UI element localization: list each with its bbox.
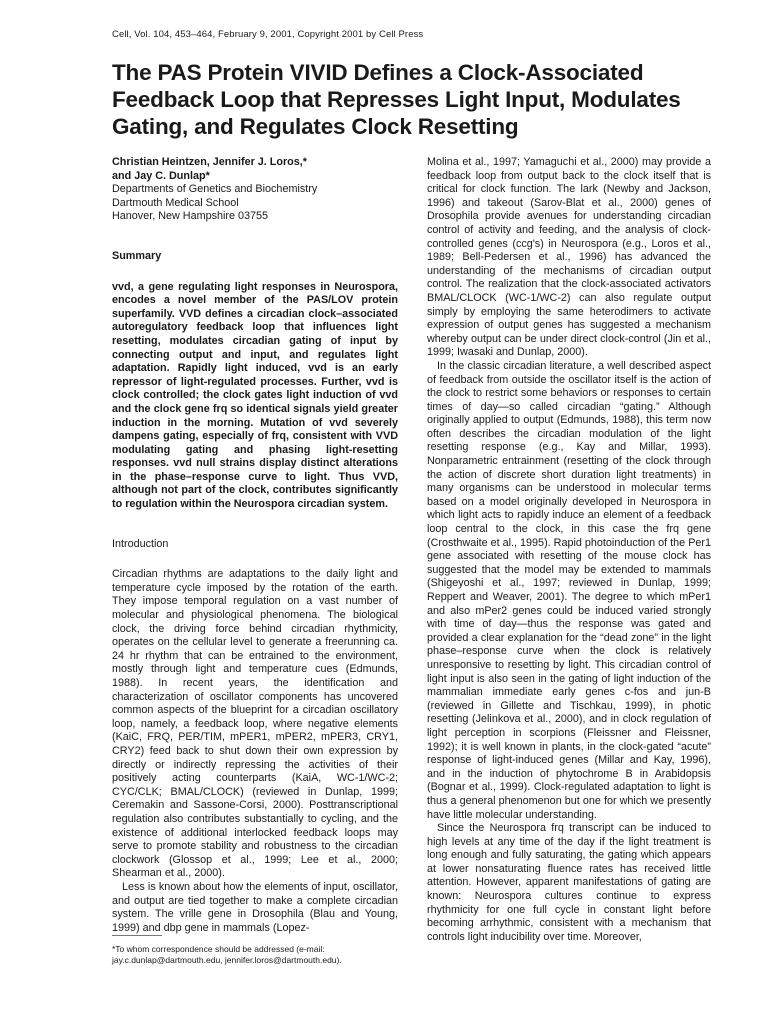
body-paragraph-1: Molina et al., 1997; Yamaguchi et al., 2000) may provide a feedback loop from output back to the clock itself that is critical for clock function. The lark (Newby and Jackson, 1996) and takeout (Sarov-Blat et al., 2000) genes of Drosophila provide avenues for understanding circadian control of activity and feeding, and the analysis of clock-controlled genes (ccg's) in Neurospora (e.g., Loros et al., 1989; Bell-Pedersen et al., 1996) has advanced the understanding of the mechanisms of circadian output control. The realization that the clock-associated activators BMAL/CLOCK (WC-1/WC-2) can also regulate output simply by employing the same heterodimers to activate expression of output genes has suggested a mechanism whereby output can be under direct clock-control (Jin et al., 1999; Iwasaki and Dunlap, 2000). bbox=[427, 156, 711, 359]
article-title: The PAS Protein VIVID Defines a Clock-Associated Feedback Loop that Represses Light Input, Modulates Gating, and Regulates Clock Resetting bbox=[112, 60, 681, 139]
body-paragraph-3: Since the Neurospora frq transcript can be induced to high levels at any time of the day if the light treatment is long enough and fully saturating, the gating which appears at lower nonsaturating fluence rates has received little attention. However, apparent manifestations of gating are known: Neurospora cultures continue to express rhythmicity for one full cycle in constant light before becoming arrhythmic, consistent with a mechanism that controls light inducibility over time. Moreover, bbox=[427, 822, 711, 943]
left-column bbox=[112, 156, 398, 935]
introduction-paragraph-2: Less is known about how the elements of input, oscillator, and output are tied together to make a complete circadian system. The vrille gene in Drosophila (Blau and Young, 1999) and dbp gene in mammals (Lopez- bbox=[112, 880, 398, 934]
affiliation bbox=[112, 183, 398, 224]
introduction-paragraph-1: Circadian rhythms are adaptations to the daily light and temperature cycle imposed by the rotation of the earth. They impose temporal regulation on a vast number of molecular and physiological phenomena. The biological clock, the driving force behind circadian rhythmicity, operates on the cellular level to generate a freerunning ca. 24 hr rhythm that can be entrained to the environment, mostly through light and temperature cues (Edmunds, 1988). In recent years, the identification and characterization of oscillator components has uncovered common aspects of the blueprint for a circadian oscillatory loop, namely, a feedback loop, where negative elements (KaiC, FRQ, PER/TIM, mPER1, mPER2, mPER3, CRY1, CRY2) feed back to shut down their own expression by directly or indirectly repressing the activities of their positively acting counterparts (KaiA, WC-1/WC-2; CYC/CLK; BMAL/CLOCK) (reviewed in Dunlap, 1999; Ceremakin and Sassone-Corsi, 2000). Posttranscriptional regulation also contributes substantially to cycling, and the existence of additional interlocked feedback loops may serve to promote stability and robustness to the circadian clockwork (Glossop et al., 1999; Lee et al., 2000; Shearman et al., 2000). bbox=[112, 568, 398, 880]
summary-text: vvd, a gene regulating light responses in Neurospora, encodes a novel member of the PAS/LOV protein superfamily. VVD defines a circadian clock–associated autoregulatory feedback loop that influences light resetting, modulates circadian gating of input by connecting output and input, and regulates light adaptation. Rapidly light induced, vvd is an early repressor of light-regulated processes. Further, vvd is clock controlled; the clock gates light induction of vvd and the clock gene frq so identical signals yield greater induction in the morning. Mutation of vvd severely dampens gating, especially of frq, consistent with VVD modulating gating and phasing light-resetting responses. vvd null strains display distinct alterations in the phase–response curve to light. Thus VVD, although not part of the clock, contributes significantly to regulation within the Neurospora circadian system. bbox=[112, 280, 398, 511]
summary-heading: Summary bbox=[112, 249, 162, 262]
affiliation-line: Dartmouth Medical School bbox=[112, 196, 239, 209]
authors-line-1: Christian Heintzen, Jennifer J. Loros,* bbox=[112, 156, 307, 168]
footnote-rule bbox=[112, 935, 162, 936]
correspondence-footnote: *To whom correspondence should be addressed (e-mail: jay.c.dunlap@dartmouth.edu, jennifer.loros@dartmouth.edu). bbox=[112, 944, 342, 965]
affiliation-line: Departments of Genetics and Biochemistry bbox=[112, 183, 318, 196]
introduction-heading: Introduction bbox=[112, 537, 169, 550]
journal-citation: Cell, Vol. 104, 453–464, February 9, 2001, Copyright 2001 by Cell Press bbox=[112, 29, 424, 40]
affiliation-line: Hanover, New Hampshire 03755 bbox=[112, 210, 269, 223]
body-paragraph-2: In the classic circadian literature, a well described aspect of feedback from outside the oscillator itself is the action of the clock to restrict some behaviors or responses to certain times of day—so called circadian “gating.” Although originally applied to output (Edmunds, 1988), this term now often describes the circadian modulation of the light resetting response (e.g., Kay and Millar, 1993). Nonparametric entrainment (resetting of the clock through the action of discrete short duration light treatments) in many organisms can be understood in molecular terms based on a model originally developed in Neurospora in which light acts to rapidly induce an element of a feedback loop central to the clock, in this case the frq gene (Crosthwaite et al., 1995). Rapid photoinduction of the Per1 gene associated with resetting of the mouse clock has suggested that the model may be extended to mammals (Shigeyoshi et al., 1997; reviewed in Dunlap, 1999; Reppert and Weaver, 2001). The degree to which mPer1 and also mPer2 genes could be induced varied strongly with time of day—thus the response was gated and provided a clear explanation for the “dead zone” in the light phase–response curve when the clock is relatively unresponsive to resetting by light. This circadian control of light input is also seen in the gating of light induction of the mammalian immediate early genes c-fos and jun-B (reviewed in Gillette and Tischkau, 1999), in photic resetting (Jelinkova et al., 2000), and in clock regulation of light perception in scorpions (Fleissner and Fleissner, 1992); it is well known in plants, in the clock-gated “acute” response of light-induced genes (Millar and Kay, 1996), and in the induction of phytochrome B in Arabidopsis (Bognar et al., 1999). Clock-regulated adaptation to light is thus a general phenomenon but one for which we presently have little molecular understanding. bbox=[427, 359, 711, 821]
right-column bbox=[427, 156, 711, 944]
authors-line-2: and Jay C. Dunlap* bbox=[112, 169, 210, 182]
